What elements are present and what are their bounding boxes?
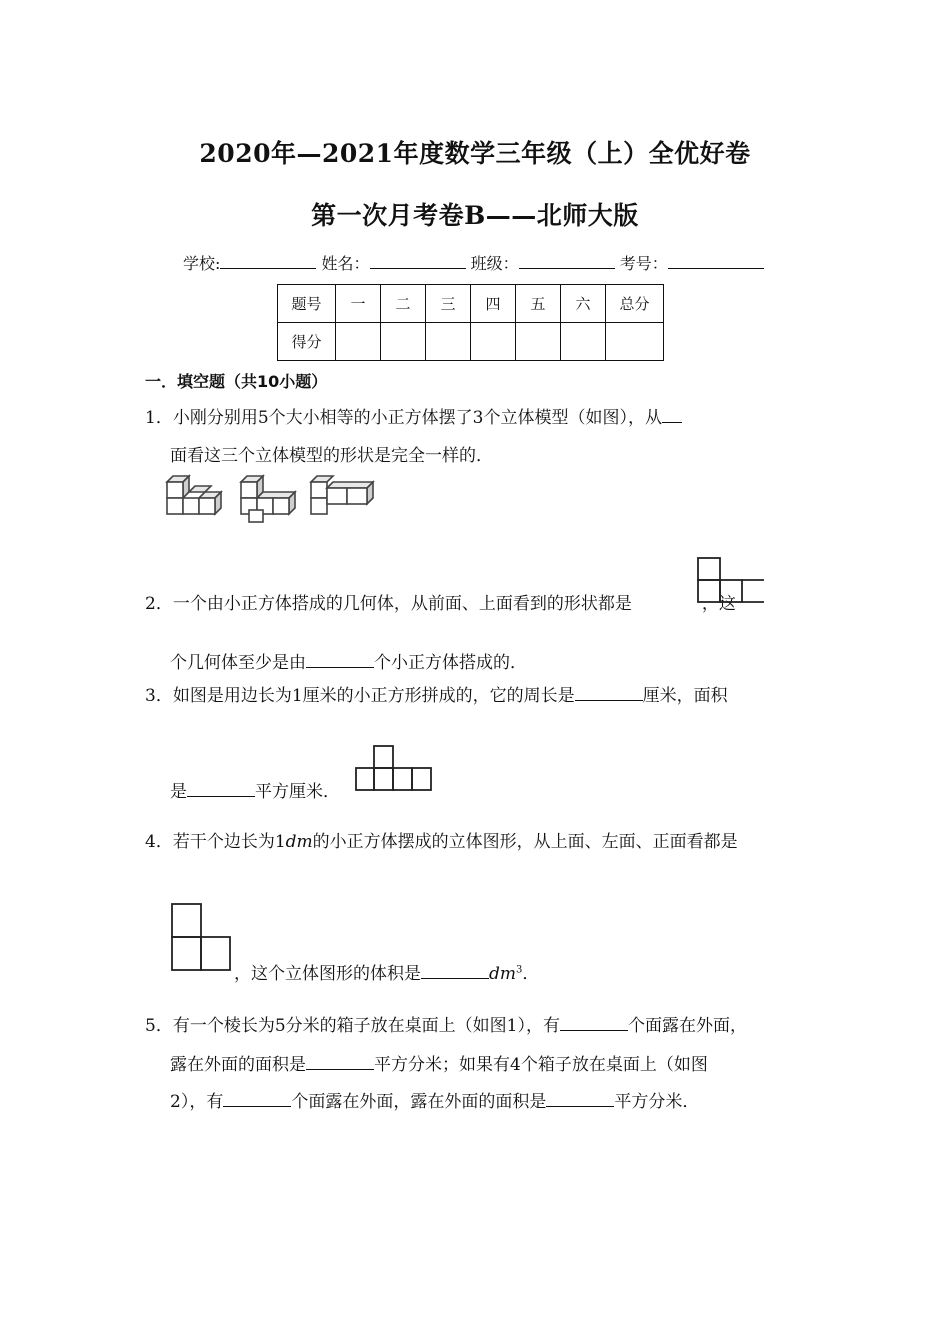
score-cell[interactable] xyxy=(426,323,471,361)
q3-text-a: 3．如图是用边长为1厘米的小正方形拼成的，它的周长是 xyxy=(145,686,575,706)
q1-blank[interactable] xyxy=(662,408,682,423)
q4-line-2 xyxy=(234,959,539,984)
school-label: 学校: xyxy=(183,254,221,273)
cube-model-1 xyxy=(167,476,221,514)
header-cell: 六 xyxy=(561,285,606,323)
q5-text-c: 露在外面的面积是 xyxy=(170,1055,306,1075)
class-label: 班级： xyxy=(470,254,519,273)
cube-model-2 xyxy=(241,476,295,522)
score-cell[interactable] xyxy=(606,323,664,361)
q5-area-blank-2[interactable] xyxy=(546,1092,614,1107)
q4-text-d: ． xyxy=(522,964,540,984)
q5-line-3 xyxy=(170,1087,699,1112)
q1-line-1 xyxy=(145,403,682,428)
student-info-row xyxy=(183,251,764,274)
q3-text-d: 平方厘米． xyxy=(255,782,340,802)
q3-line-1 xyxy=(145,681,728,706)
title-line-1: 2020年—2021年度数学三年级（上）全优好卷 xyxy=(199,139,751,168)
q2-text-a: 2．一个由小正方体搭成的几何体，从前面、上面看到的形状都是 xyxy=(145,594,632,614)
score-table-header-row xyxy=(278,285,664,323)
score-table xyxy=(277,284,664,361)
q2-view-shape-figure xyxy=(697,557,767,603)
title-line-2: 第一次月考卷B——北师大版 xyxy=(311,201,639,230)
q2-line-1 xyxy=(145,589,736,614)
q4-unit-dm3: dm xyxy=(489,964,517,984)
q4-text-b: 的小正方体摆成的立体图形，从上面、左面、正面看都是 xyxy=(312,832,738,852)
q2-text-c: 个几何体至少是由 xyxy=(170,653,306,673)
q5-faces-blank-2[interactable] xyxy=(223,1092,291,1107)
score-row-label: 得分 xyxy=(278,323,336,361)
q5-text-e: 2），有 xyxy=(170,1092,224,1112)
q3-perimeter-blank[interactable] xyxy=(575,686,643,701)
score-cell[interactable] xyxy=(561,323,606,361)
score-cell[interactable] xyxy=(381,323,426,361)
q2-text-b: ，这 xyxy=(701,594,736,614)
name-blank[interactable] xyxy=(370,253,466,269)
q4-unit-exponent: 3 xyxy=(516,964,523,976)
q5-text-g: 平方分米． xyxy=(614,1092,700,1112)
q4-line-1 xyxy=(145,827,738,852)
score-cell[interactable] xyxy=(336,323,381,361)
q3-area-blank[interactable] xyxy=(187,782,255,797)
header-cell: 二 xyxy=(381,285,426,323)
q5-line-2 xyxy=(170,1050,708,1075)
q2-line-2 xyxy=(170,648,527,673)
q1-text: 1．小刚分别用5个大小相等的小正方体摆了3个立体模型（如图），从 xyxy=(145,408,662,428)
header-cell: 一 xyxy=(336,285,381,323)
q4-text-c: ，这个立体图形的体积是 xyxy=(234,964,421,984)
q5-line-1 xyxy=(145,1011,747,1036)
header-cell: 四 xyxy=(471,285,516,323)
q5-text-d: 平方分米；如果有4个箱子放在桌面上（如图 xyxy=(374,1055,708,1075)
header-cell: 总分 xyxy=(606,285,664,323)
name-label: 姓名： xyxy=(321,254,370,273)
q3-text-c: 是 xyxy=(170,782,187,802)
header-cell: 五 xyxy=(516,285,561,323)
q1-line-2: 面看这三个立体模型的形状是完全一样的． xyxy=(170,446,493,466)
q4-view-shape-figure xyxy=(170,902,232,972)
q2-blank[interactable] xyxy=(306,653,374,668)
section-heading: 一．填空题（共10小题） xyxy=(145,372,328,391)
header-cell: 题号 xyxy=(278,285,336,323)
score-cell[interactable] xyxy=(471,323,516,361)
q5-text-b: 个面露在外面， xyxy=(627,1016,747,1036)
q1-cube-models-figure xyxy=(163,472,383,530)
q5-area-blank-1[interactable] xyxy=(306,1055,374,1070)
score-cell[interactable] xyxy=(516,323,561,361)
header-cell: 三 xyxy=(426,285,471,323)
q4-volume-blank[interactable] xyxy=(421,964,489,979)
q5-text-a: 5．有一个棱长为5分米的箱子放在桌面上（如图1），有 xyxy=(145,1016,560,1036)
q3-text-b: 厘米，面积 xyxy=(642,686,728,706)
q5-faces-blank-1[interactable] xyxy=(560,1016,628,1031)
q3-square-figure xyxy=(355,745,433,791)
score-table-score-row xyxy=(278,323,664,361)
q4-unit-dm: dm xyxy=(285,832,313,852)
exam-number-label: 考号： xyxy=(619,254,668,273)
q5-text-f: 个面露在外面，露在外面的面积是 xyxy=(291,1092,547,1112)
q2-text-d: 个小正方体搭成的． xyxy=(374,653,527,673)
school-blank[interactable] xyxy=(220,253,316,269)
exam-number-blank[interactable] xyxy=(668,253,764,269)
class-blank[interactable] xyxy=(519,253,615,269)
q3-line-2 xyxy=(170,777,340,802)
cube-model-3 xyxy=(311,476,373,514)
q4-text-a: 4．若干个边长为1 xyxy=(145,832,286,852)
